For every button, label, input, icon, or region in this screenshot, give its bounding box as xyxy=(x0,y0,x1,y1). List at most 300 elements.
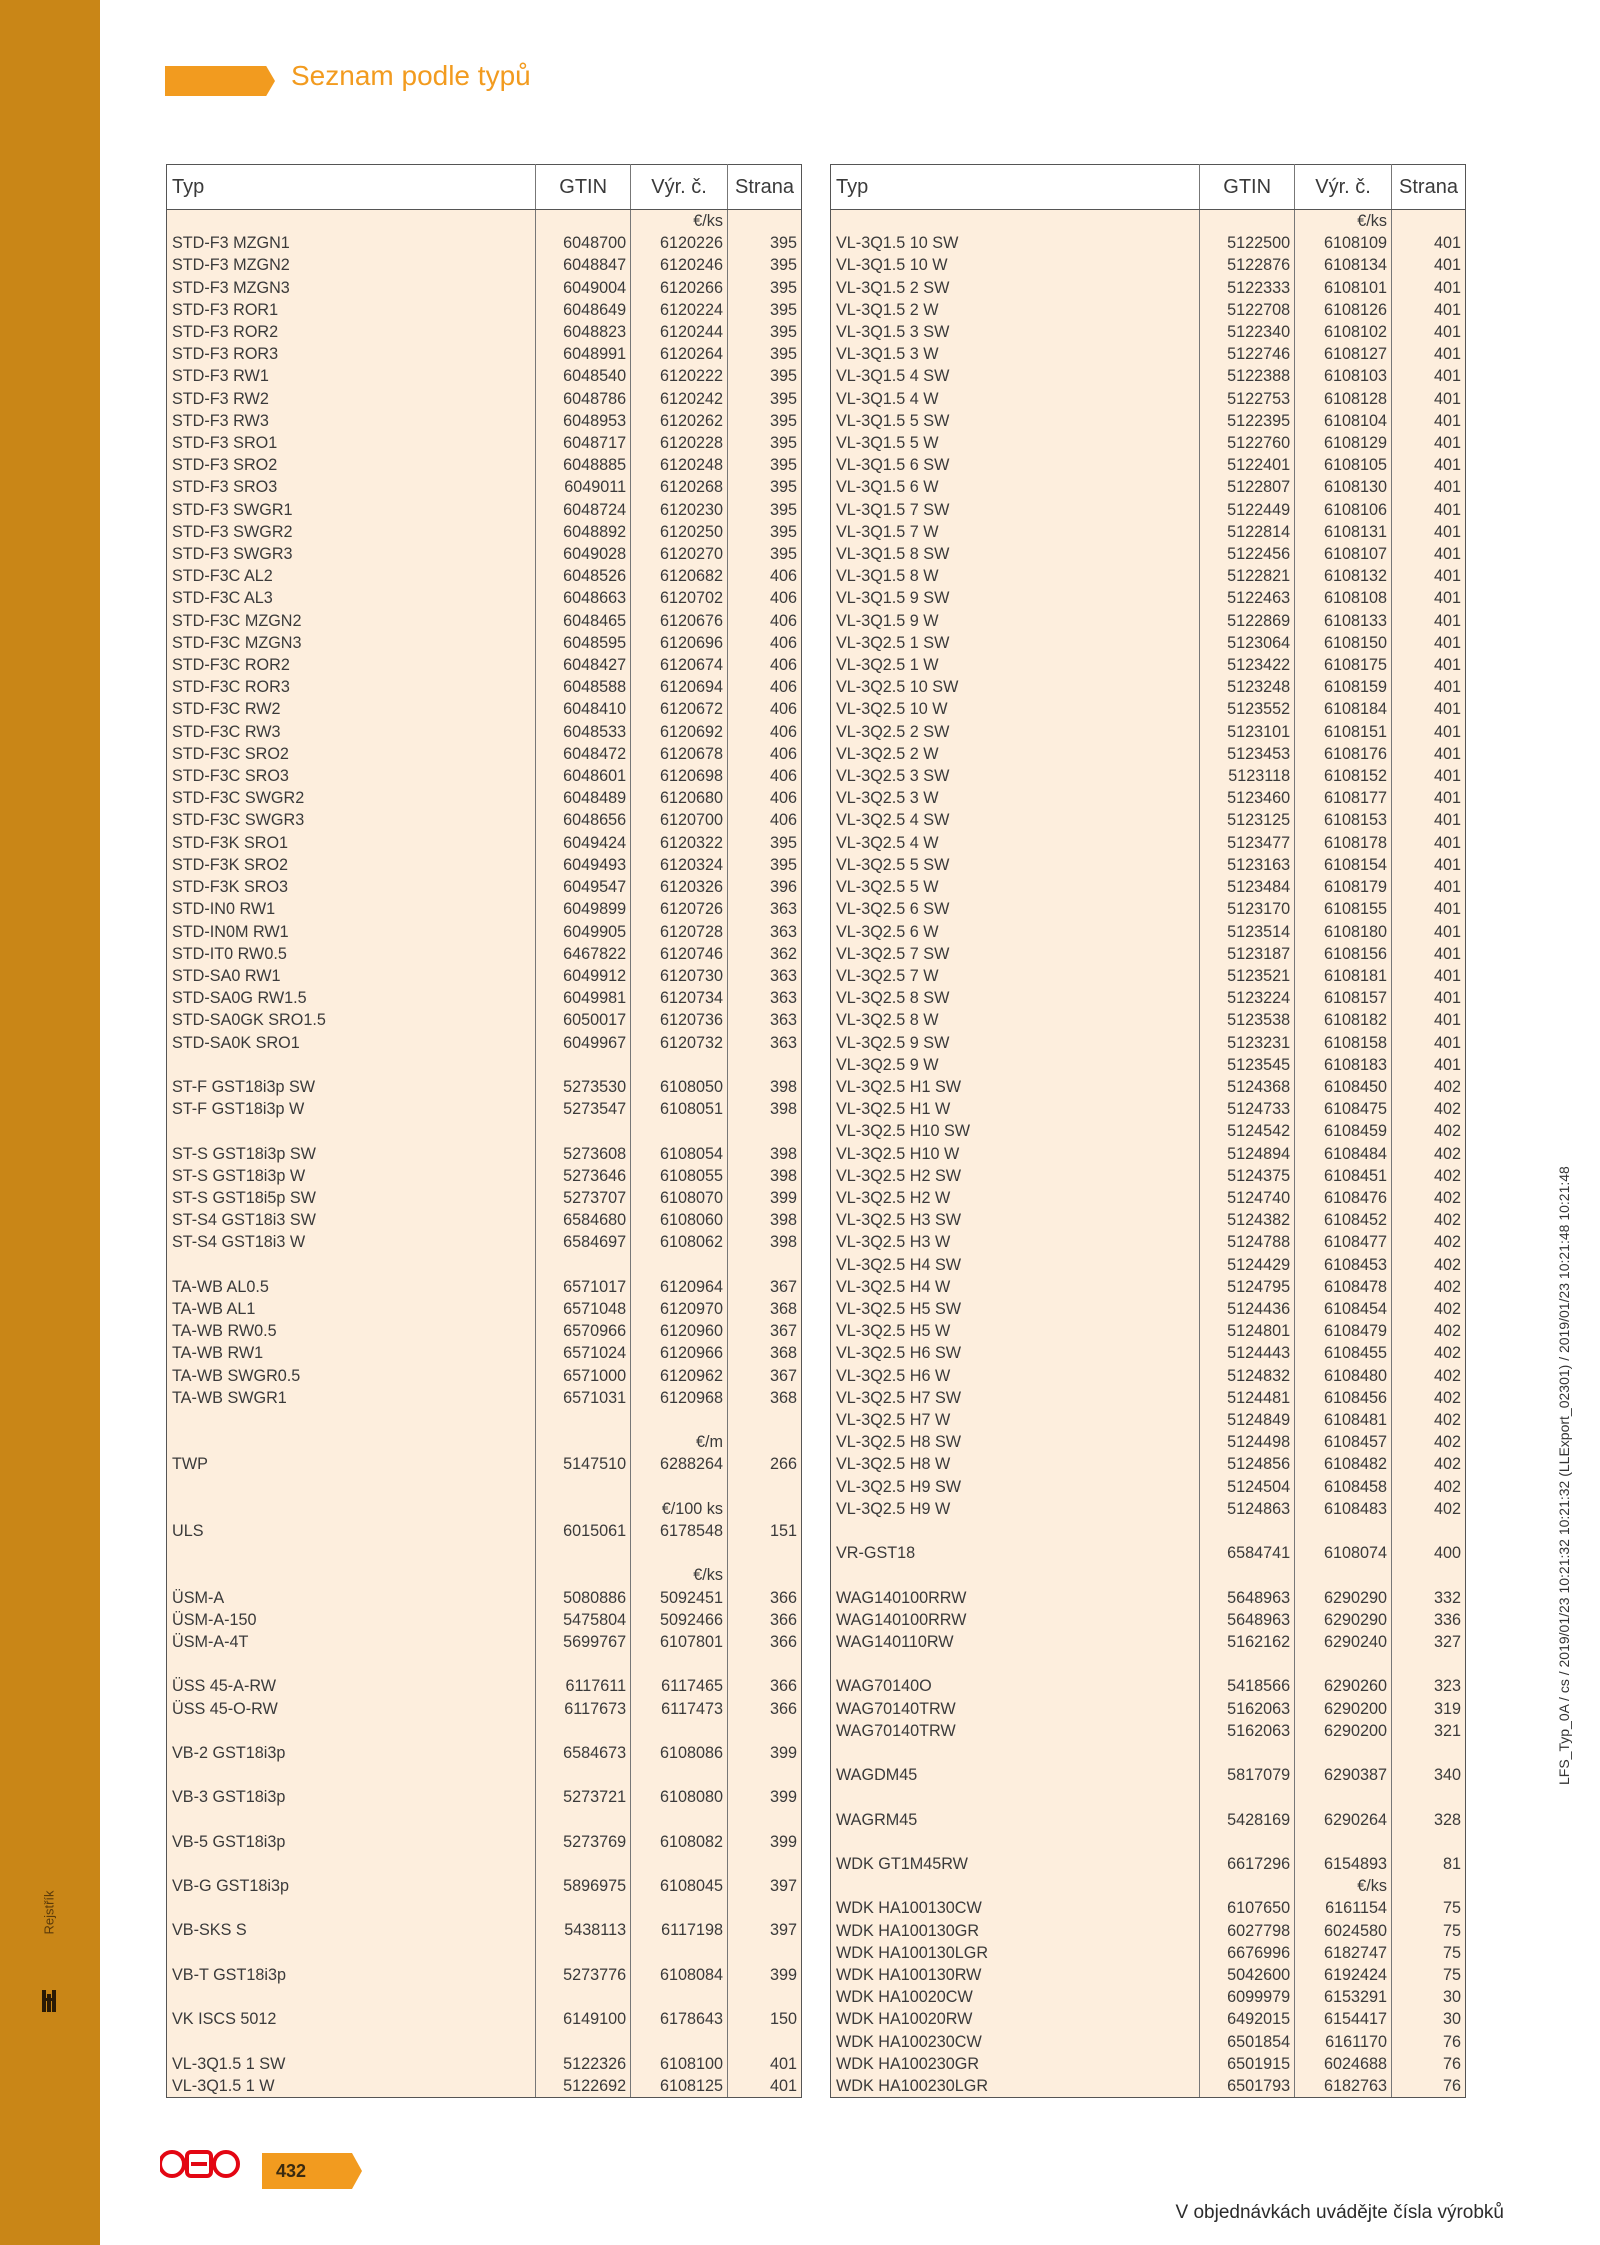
cell-vyr xyxy=(1295,1520,1392,1542)
table-row xyxy=(167,1875,802,1897)
table-row xyxy=(167,854,802,876)
cell-vyr: 6108455 xyxy=(1295,1342,1392,1364)
cell-typ: STD-F3 SRO3 xyxy=(167,476,536,498)
cell-vyr: 5092451 xyxy=(631,1587,728,1609)
cell-vyr: 6120230 xyxy=(631,499,728,521)
cell-strana: 395 xyxy=(728,832,802,854)
cell-vyr: 6108178 xyxy=(1295,832,1392,854)
product-table-right xyxy=(830,164,1466,2098)
cell-typ: VB-2 GST18i3p xyxy=(167,1742,536,1764)
cell-gtin: 6049424 xyxy=(536,832,631,854)
cell-gtin: 5475804 xyxy=(536,1609,631,1631)
table-row xyxy=(167,1587,802,1609)
cell-gtin: 5147510 xyxy=(536,1453,631,1475)
table-row xyxy=(831,2031,1466,2053)
cell-gtin xyxy=(536,1764,631,1786)
cell-typ: VL-3Q1.5 3 W xyxy=(831,343,1200,365)
table-row xyxy=(167,1009,802,1031)
cell-vyr: 6108179 xyxy=(1295,876,1392,898)
cell-typ: VL-3Q2.5 4 SW xyxy=(831,809,1200,831)
cell-vyr: 6120694 xyxy=(631,676,728,698)
cell-strana xyxy=(1392,1831,1466,1853)
unit-row xyxy=(167,1431,802,1453)
cell-typ: STD-F3C SWGR3 xyxy=(167,809,536,831)
cell-gtin: 5123484 xyxy=(1200,876,1295,898)
cell-gtin: 6048991 xyxy=(536,343,631,365)
cell-strana: 396 xyxy=(728,876,802,898)
cell-gtin xyxy=(536,1897,631,1919)
table-row xyxy=(167,1520,802,1542)
cell-gtin: 6570966 xyxy=(536,1320,631,1342)
cell-typ xyxy=(167,1476,536,1498)
col-header-strana: Strana xyxy=(1392,165,1466,210)
cell-vyr: 6120736 xyxy=(631,1009,728,1031)
currency-unit: €/m xyxy=(631,1431,728,1453)
cell-strana xyxy=(728,1254,802,1276)
table-row xyxy=(167,388,802,410)
cell-typ: VR-GST18 xyxy=(831,1542,1200,1564)
spacer-row xyxy=(167,1986,802,2008)
cell-typ: VL-3Q2.5 1 SW xyxy=(831,632,1200,654)
cell-typ: ST-F GST18i3p W xyxy=(167,1098,536,1120)
cell-gtin: 6584680 xyxy=(536,1209,631,1231)
cell-strana: 401 xyxy=(1392,610,1466,632)
cell-vyr: 6120262 xyxy=(631,410,728,432)
cell-gtin: 5123170 xyxy=(1200,898,1295,920)
cell-strana: 401 xyxy=(1392,1032,1466,1054)
table-row xyxy=(831,365,1466,387)
table-row xyxy=(831,1964,1466,1986)
cell-strana xyxy=(1392,1875,1466,1897)
cell-vyr: 6108152 xyxy=(1295,765,1392,787)
cell-vyr: 6120244 xyxy=(631,321,728,343)
cell-typ: TA-WB SWGR0.5 xyxy=(167,1365,536,1387)
cell-strana: 395 xyxy=(728,521,802,543)
cell-typ xyxy=(167,1564,536,1586)
cell-typ: STD-F3 SWGR2 xyxy=(167,521,536,543)
cell-strana: 401 xyxy=(728,2075,802,2098)
cell-strana: 401 xyxy=(1392,676,1466,698)
cell-gtin: 5124788 xyxy=(1200,1231,1295,1253)
cell-typ: VL-3Q1.5 8 SW xyxy=(831,543,1200,565)
cell-gtin: 5122449 xyxy=(1200,499,1295,521)
cell-typ: VL-3Q2.5 H7 W xyxy=(831,1409,1200,1431)
cell-typ: TA-WB AL1 xyxy=(167,1298,536,1320)
cell-vyr: 6108159 xyxy=(1295,676,1392,698)
table-row xyxy=(167,1076,802,1098)
cell-gtin: 6584741 xyxy=(1200,1542,1295,1564)
table-row xyxy=(167,965,802,987)
cell-typ: VL-3Q2.5 H4 SW xyxy=(831,1254,1200,1276)
cell-gtin: 6048588 xyxy=(536,676,631,698)
table-row xyxy=(167,521,802,543)
cell-vyr: 6108155 xyxy=(1295,898,1392,920)
table-row xyxy=(831,1032,1466,1054)
cell-strana: 402 xyxy=(1392,1276,1466,1298)
table-row xyxy=(167,254,802,276)
cell-strana: 327 xyxy=(1392,1631,1466,1653)
cell-typ: WAG140100RRW xyxy=(831,1587,1200,1609)
cell-vyr: 6108153 xyxy=(1295,809,1392,831)
table-row xyxy=(831,765,1466,787)
cell-gtin: 5273530 xyxy=(536,1076,631,1098)
cell-vyr: 6120326 xyxy=(631,876,728,898)
cell-strana: 401 xyxy=(1392,499,1466,521)
cell-gtin: 6501854 xyxy=(1200,2031,1295,2053)
cell-gtin: 5122692 xyxy=(536,2075,631,2098)
cell-gtin: 5124368 xyxy=(1200,1076,1295,1098)
cell-typ: STD-F3K SRO3 xyxy=(167,876,536,898)
cell-gtin: 6048465 xyxy=(536,610,631,632)
cell-strana: 395 xyxy=(728,277,802,299)
cell-gtin: 5122463 xyxy=(1200,587,1295,609)
currency-unit: €/ks xyxy=(631,1564,728,1586)
cell-vyr: 6120248 xyxy=(631,454,728,476)
cell-strana: 336 xyxy=(1392,1609,1466,1631)
cell-typ: VL-3Q2.5 H9 W xyxy=(831,1498,1200,1520)
table-row xyxy=(831,432,1466,454)
cell-vyr: 6108459 xyxy=(1295,1120,1392,1142)
cell-gtin: 6048656 xyxy=(536,809,631,831)
cell-typ: VL-3Q1.5 10 W xyxy=(831,254,1200,276)
cell-typ xyxy=(167,1409,536,1431)
cell-strana: 406 xyxy=(728,565,802,587)
cell-gtin xyxy=(1200,1742,1295,1764)
cell-strana: 75 xyxy=(1392,1897,1466,1919)
cell-typ xyxy=(167,1653,536,1675)
table-row xyxy=(831,1187,1466,1209)
cell-gtin: 6048892 xyxy=(536,521,631,543)
cell-typ: STD-F3 MZGN3 xyxy=(167,277,536,299)
cell-gtin: 5122500 xyxy=(1200,232,1295,254)
cell-vyr: 6120964 xyxy=(631,1276,728,1298)
cell-strana: 366 xyxy=(728,1675,802,1697)
table-row xyxy=(167,1675,802,1697)
cell-gtin: 6676996 xyxy=(1200,1942,1295,1964)
cell-gtin xyxy=(536,1431,631,1453)
cell-gtin: 5124849 xyxy=(1200,1409,1295,1431)
table-row xyxy=(831,454,1466,476)
cell-gtin: 5123064 xyxy=(1200,632,1295,654)
cell-typ: VL-3Q1.5 7 SW xyxy=(831,499,1200,521)
cell-gtin: 6049905 xyxy=(536,921,631,943)
cell-gtin: 6107650 xyxy=(1200,1897,1295,1919)
cell-vyr: 6108131 xyxy=(1295,521,1392,543)
cell-strana: 30 xyxy=(1392,1986,1466,2008)
cell-vyr: 6108484 xyxy=(1295,1143,1392,1165)
cell-strana: 401 xyxy=(1392,876,1466,898)
cell-typ: VL-3Q1.5 9 W xyxy=(831,610,1200,632)
cell-vyr: 6120970 xyxy=(631,1298,728,1320)
cell-typ: WAG140100RRW xyxy=(831,1609,1200,1631)
cell-typ: VL-3Q1.5 2 W xyxy=(831,299,1200,321)
cell-gtin: 5273646 xyxy=(536,1165,631,1187)
cell-typ: STD-F3 ROR3 xyxy=(167,343,536,365)
cell-vyr: 6108074 xyxy=(1295,1542,1392,1564)
cell-vyr: 6108456 xyxy=(1295,1387,1392,1409)
obo-logo xyxy=(160,2150,240,2178)
cell-typ: VL-3Q1.5 2 SW xyxy=(831,277,1200,299)
cell-typ: TA-WB SWGR1 xyxy=(167,1387,536,1409)
cell-gtin: 6501915 xyxy=(1200,2053,1295,2075)
cell-vyr: 6120324 xyxy=(631,854,728,876)
cell-vyr: 6108157 xyxy=(1295,987,1392,1009)
cell-gtin: 6584697 xyxy=(536,1231,631,1253)
cell-vyr: 6108103 xyxy=(1295,365,1392,387)
cell-strana: 402 xyxy=(1392,1165,1466,1187)
table-row xyxy=(831,1365,1466,1387)
cell-typ xyxy=(831,1520,1200,1542)
cell-strana: 401 xyxy=(1392,854,1466,876)
cell-strana: 151 xyxy=(728,1520,802,1542)
cell-gtin: 6048724 xyxy=(536,499,631,521)
cell-gtin: 5817079 xyxy=(1200,1764,1295,1786)
cell-vyr xyxy=(1295,1742,1392,1764)
table-row xyxy=(167,632,802,654)
cell-strana: 395 xyxy=(728,410,802,432)
currency-unit: €/ks xyxy=(1295,210,1392,233)
table-row xyxy=(167,410,802,432)
cell-gtin: 5123453 xyxy=(1200,743,1295,765)
cell-strana: 401 xyxy=(728,2053,802,2075)
cell-gtin: 5122821 xyxy=(1200,565,1295,587)
cell-typ: STD-F3K SRO1 xyxy=(167,832,536,854)
cell-strana: 401 xyxy=(1392,321,1466,343)
table-row xyxy=(167,476,802,498)
table-row xyxy=(831,632,1466,654)
cell-vyr: 6120734 xyxy=(631,987,728,1009)
cell-vyr xyxy=(631,1853,728,1875)
cell-typ: WDK HA10020CW xyxy=(831,1986,1200,2008)
cell-typ: VL-3Q2.5 H2 SW xyxy=(831,1165,1200,1187)
cell-strana: 398 xyxy=(728,1076,802,1098)
cell-strana: 363 xyxy=(728,987,802,1009)
cell-typ xyxy=(167,2030,536,2052)
cell-gtin: 6501793 xyxy=(1200,2075,1295,2098)
cell-typ xyxy=(831,1875,1200,1897)
cell-gtin: 6049981 xyxy=(536,987,631,1009)
cell-strana: 402 xyxy=(1392,1365,1466,1387)
export-meta: LFS_Typ_0A / cs / 2019/01/23 10:21:32 10:21:32 (LLExport_02301) / 2019/01/23 10:21:48 10:21:48 xyxy=(1556,1166,1572,1785)
footer-note: V objednávkách uvádějte čísla výrobků xyxy=(1175,2202,1504,2223)
cell-gtin xyxy=(536,1564,631,1586)
cell-gtin: 6049011 xyxy=(536,476,631,498)
cell-strana: 30 xyxy=(1392,2008,1466,2030)
cell-gtin: 5122333 xyxy=(1200,277,1295,299)
cell-gtin: 6049547 xyxy=(536,876,631,898)
table-row xyxy=(167,454,802,476)
cell-vyr: 6120696 xyxy=(631,632,728,654)
table-row xyxy=(831,676,1466,698)
cell-strana: 406 xyxy=(728,654,802,676)
table-row xyxy=(831,321,1466,343)
cell-vyr: 6108156 xyxy=(1295,943,1392,965)
cell-vyr: 6290290 xyxy=(1295,1587,1392,1609)
cell-typ: ÜSS 45-O-RW xyxy=(167,1698,536,1720)
cell-typ xyxy=(167,1120,536,1142)
table-row xyxy=(831,1342,1466,1364)
cell-gtin xyxy=(536,210,631,233)
cell-strana: 401 xyxy=(1392,232,1466,254)
table-row xyxy=(167,587,802,609)
cell-typ: VL-3Q2.5 4 W xyxy=(831,832,1200,854)
cell-typ: WAG140110RW xyxy=(831,1631,1200,1653)
spacer-row xyxy=(831,1831,1466,1853)
cell-strana xyxy=(728,2030,802,2052)
cell-gtin xyxy=(536,1498,631,1520)
spacer-row xyxy=(167,1542,802,1564)
cell-gtin: 6492015 xyxy=(1200,2008,1295,2030)
cell-strana xyxy=(728,1853,802,1875)
cell-strana: 406 xyxy=(728,676,802,698)
cell-strana: 401 xyxy=(1392,254,1466,276)
table-row xyxy=(831,1054,1466,1076)
table-row xyxy=(167,232,802,254)
cell-vyr: 6120732 xyxy=(631,1032,728,1054)
cell-strana xyxy=(728,1564,802,1586)
cell-vyr: 6178643 xyxy=(631,2008,728,2030)
cell-gtin: 5122326 xyxy=(536,2053,631,2075)
spacer-row xyxy=(167,1942,802,1964)
cell-strana xyxy=(728,1054,802,1076)
cell-typ: VL-3Q2.5 10 W xyxy=(831,698,1200,720)
cell-vyr: 6108107 xyxy=(1295,543,1392,565)
cell-typ: STD-F3 SRO2 xyxy=(167,454,536,476)
cell-gtin: 6048649 xyxy=(536,299,631,321)
cell-vyr xyxy=(631,1764,728,1786)
cell-strana xyxy=(728,1942,802,1964)
cell-typ: WDK HA100130LGR xyxy=(831,1942,1200,1964)
cell-strana xyxy=(728,1653,802,1675)
cell-vyr: 6120726 xyxy=(631,898,728,920)
cell-vyr: 6182763 xyxy=(1295,2075,1392,2098)
cell-vyr: 6108476 xyxy=(1295,1187,1392,1209)
cell-gtin: 5124443 xyxy=(1200,1342,1295,1364)
cell-strana: 401 xyxy=(1392,543,1466,565)
cell-strana: 401 xyxy=(1392,921,1466,943)
cell-vyr: 6290200 xyxy=(1295,1720,1392,1742)
table-row xyxy=(831,921,1466,943)
spacer-row xyxy=(831,1742,1466,1764)
cell-strana: 75 xyxy=(1392,1964,1466,1986)
cell-strana: 402 xyxy=(1392,1409,1466,1431)
table-row xyxy=(167,2008,802,2030)
cell-gtin: 5124542 xyxy=(1200,1120,1295,1142)
cell-vyr: 6108086 xyxy=(631,1742,728,1764)
cell-strana xyxy=(728,1764,802,1786)
cell-gtin: 5124429 xyxy=(1200,1254,1295,1276)
cell-strana xyxy=(728,1498,802,1520)
table-row xyxy=(831,854,1466,876)
cell-vyr: 6120222 xyxy=(631,365,728,387)
unit-row xyxy=(167,1564,802,1586)
table-row xyxy=(831,787,1466,809)
cell-vyr: 6108125 xyxy=(631,2075,728,2098)
cell-strana: 363 xyxy=(728,898,802,920)
cell-vyr: 6290264 xyxy=(1295,1809,1392,1831)
cell-vyr: 6120730 xyxy=(631,965,728,987)
table-row xyxy=(167,543,802,565)
cell-gtin: 5123521 xyxy=(1200,965,1295,987)
cell-vyr: 6108175 xyxy=(1295,654,1392,676)
cell-typ: VL-3Q1.5 6 W xyxy=(831,476,1200,498)
cell-vyr: 6108060 xyxy=(631,1209,728,1231)
cell-strana: 395 xyxy=(728,543,802,565)
table-row xyxy=(831,876,1466,898)
cell-typ: VL-3Q2.5 H1 SW xyxy=(831,1076,1200,1098)
cell-strana: 399 xyxy=(728,1187,802,1209)
cell-typ: VL-3Q1.5 1 W xyxy=(167,2075,536,2098)
cell-strana: 75 xyxy=(1392,1942,1466,1964)
table-row xyxy=(831,1165,1466,1187)
cell-vyr: 6108475 xyxy=(1295,1098,1392,1120)
cell-gtin: 6048472 xyxy=(536,743,631,765)
cell-typ: VL-3Q2.5 H2 W xyxy=(831,1187,1200,1209)
cell-typ: VL-3Q2.5 H5 SW xyxy=(831,1298,1200,1320)
currency-unit: €/100 ks xyxy=(631,1498,728,1520)
cell-typ: STD-F3C SWGR2 xyxy=(167,787,536,809)
cell-vyr: 6120674 xyxy=(631,654,728,676)
cell-strana: 402 xyxy=(1392,1143,1466,1165)
cell-typ: VB-3 GST18i3p xyxy=(167,1786,536,1808)
cell-typ xyxy=(831,1786,1200,1808)
cell-gtin: 6049028 xyxy=(536,543,631,565)
table-row xyxy=(831,410,1466,432)
page-number: 432 xyxy=(276,2161,307,2181)
cell-vyr: 6108183 xyxy=(1295,1054,1392,1076)
cell-typ: VL-3Q2.5 H7 SW xyxy=(831,1387,1200,1409)
table-row xyxy=(831,1631,1466,1653)
cell-gtin: 6048953 xyxy=(536,410,631,432)
cell-typ xyxy=(167,210,536,233)
cell-gtin: 5124375 xyxy=(1200,1165,1295,1187)
cell-strana xyxy=(1392,1653,1466,1675)
cell-gtin: 6048847 xyxy=(536,254,631,276)
cell-strana: 401 xyxy=(1392,1009,1466,1031)
cell-vyr: 6108105 xyxy=(1295,454,1392,476)
cell-typ: VB-G GST18i3p xyxy=(167,1875,536,1897)
cell-strana: 366 xyxy=(728,1587,802,1609)
cell-vyr: 6120242 xyxy=(631,388,728,410)
cell-strana: 398 xyxy=(728,1165,802,1187)
cell-typ: STD-F3 ROR1 xyxy=(167,299,536,321)
table-row xyxy=(831,2075,1466,2098)
unit-row xyxy=(167,1498,802,1520)
cell-gtin: 5273707 xyxy=(536,1187,631,1209)
cell-gtin: 6048526 xyxy=(536,565,631,587)
table-row xyxy=(831,1764,1466,1786)
unit-row xyxy=(167,210,802,233)
cell-vyr xyxy=(631,1409,728,1431)
cell-strana: 400 xyxy=(1392,1542,1466,1564)
cell-typ: WAG70140O xyxy=(831,1675,1200,1697)
cell-gtin: 5124733 xyxy=(1200,1098,1295,1120)
cell-strana: 401 xyxy=(1392,299,1466,321)
cell-vyr: 6108084 xyxy=(631,1964,728,1986)
cell-vyr: 6108102 xyxy=(1295,321,1392,343)
cell-gtin xyxy=(536,1808,631,1830)
cell-typ: VL-3Q2.5 6 W xyxy=(831,921,1200,943)
cell-gtin: 5122746 xyxy=(1200,343,1295,365)
table-row xyxy=(831,1009,1466,1031)
table-row xyxy=(167,2053,802,2075)
table-row xyxy=(167,1298,802,1320)
cell-typ: VL-3Q2.5 7 W xyxy=(831,965,1200,987)
table-row xyxy=(831,565,1466,587)
cell-typ: STD-F3K SRO2 xyxy=(167,854,536,876)
cell-strana: 401 xyxy=(1392,654,1466,676)
col-header-typ: Typ xyxy=(831,165,1200,210)
